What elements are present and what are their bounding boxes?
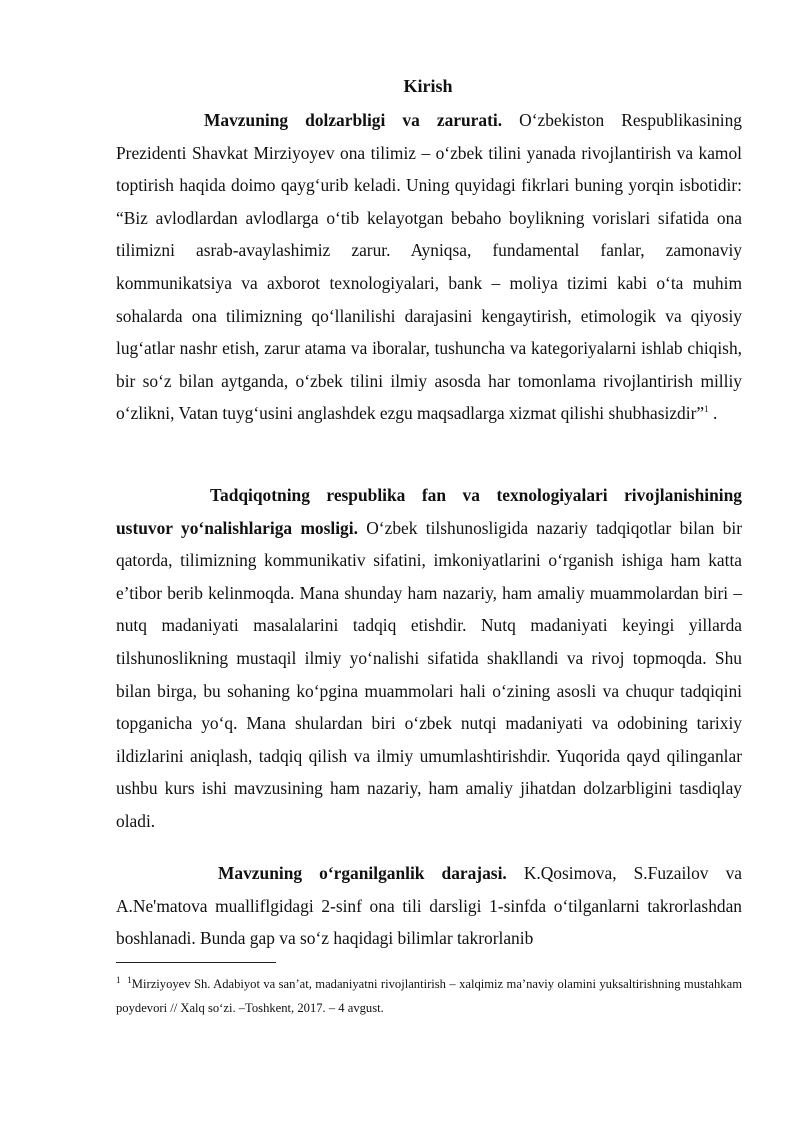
paragraph-study-level <box>116 857 742 955</box>
paragraph-relevance <box>116 104 742 430</box>
paragraph-relevance-lead: Mavzuning dolzarbligi va zarurati. <box>204 110 503 130</box>
paragraph-conformity <box>116 479 742 838</box>
paragraph-conformity-text: O‘zbek tilshunosligida nazariy tadqiqotlar bilan bir qatorda, tilimizning kommunikativ sifatini, imkoniyatlarini o‘rganish ishiga ham katta e’tibor berib kelinmoqda. Mana shunday ham nazariy, ham amaliy muammolardan biri – nutq madaniyati masalalarini tadqiq etishdir. Nutq madaniyati keyingi yillarda tilshunoslikning mustaqil ilmiy yo‘nalishi sifatida shakllandi va rivoj topmoqda. Shu bilan birga, bu sohaning ko‘pgina muammolari hali o‘zining asosli va chuqur tadqiqini topganicha yo‘q. Mana shulardan biri o‘zbek nutqi madaniyati va odobining tarixiy ildizlarini aniqlash, tadqiq qilish va ilmiy umumlashtirishdir. Yuqorida qayd qilinganlar ushbu kurs ishi mavzusining ham nazariy, ham amaliy jihatdan dolzarbligini tasdiqlay oladi. <box>116 517 742 831</box>
footnote-separator <box>116 962 276 963</box>
paragraph-study-level-text: K.Qosimova, S.Fuzailov va A.Ne'matova mualliflgidagi 2-sinf ona tili darsligi 1-sinfda o‘tilganlarni takrorlashdan boshlanadi. Bunda gap va so‘z haqidagi bilimlar takrorlanib <box>116 863 742 949</box>
paragraph-relevance-tail: . <box>708 403 718 424</box>
footnote-mark: 1 <box>127 974 132 985</box>
paragraph-conformity-lead: Tadqiqotning respublika fan va texnologiyalari rivojlanishining ustuvor yo‘nalishlariga mosligi. <box>116 485 742 538</box>
footnote-text: Mirziyoyev Sh. Adabiyot va san’at, madaniyatni rivojlantirish – xalqimiz ma’naviy olamini yuksaltirishning mustahkam poydevori // Xalq so‘zi. –Toshkent, 2017. – 4 avgust. <box>116 977 742 1015</box>
paragraph-study-level-lead: Mavzuning o‘rganilganlik darajasi. <box>218 863 507 883</box>
footnote-reference[interactable]: 1 <box>704 404 709 415</box>
paragraph-relevance-text: O‘zbekiston Respublikasining Prezidenti Shavkat Mirziyoyev ona tilimiz – o‘zbek tilini yanada rivojlantirish va kamol toptirish haqida doimo qayg‘urib keladi. Uning quyidagi fikrlari buning yorqin isbotidir: “Biz avlodlardan avlodlarga o‘tib kelayotgan bebaho boylikning vorislari sifatida ona tilimizni asrab-avaylashimiz zarur. Ayniqsa, fundamental fanlar, zamonaviy kommunikatsiya va axborot texnologiyalari, bank – moliya tizimi kabi o‘ta muhim sohalarda ona tilimizning qo‘llanilishi darajasini kengaytirish, etimologik va qiyosiy lug‘atlar nashr etish, zarur atama va iboralar, tushuncha va kategoriyalarni ishlab chiqish, bir so‘z bilan aytganda, o‘zbek tilini ilmiy asosda har tomonlama rivojlantirish milliy o‘zlikni, Vatan tuyg‘usini anglashdek ezgu maqsadlarga xizmat qilishi shubhasizdir” <box>116 110 742 424</box>
footnote <box>116 972 742 1020</box>
section-heading: Kirish <box>403 76 453 96</box>
footnote-number: 1 <box>116 974 121 985</box>
